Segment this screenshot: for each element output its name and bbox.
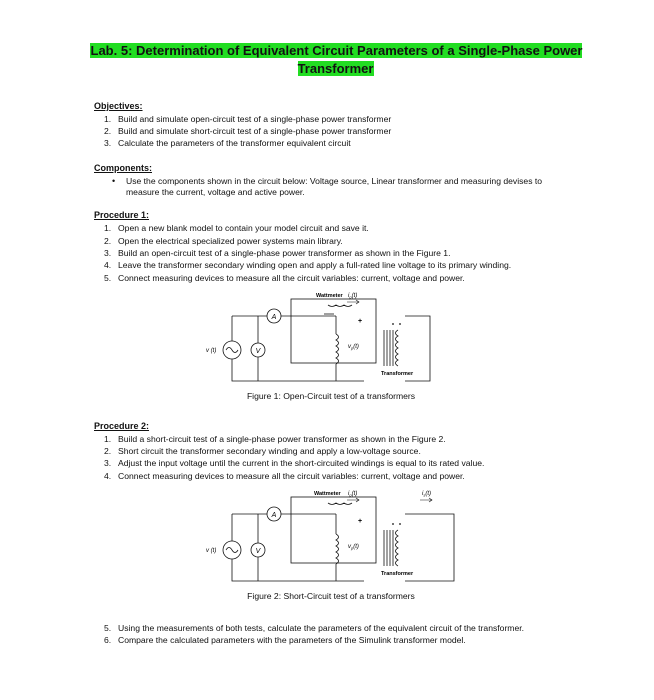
item-text: Open the electrical specialized power systems main library.	[118, 235, 343, 246]
list-item	[104, 236, 568, 247]
source-label: v (t)	[206, 347, 217, 354]
primary-voltage-label: $v_p(t)$	[348, 543, 359, 551]
item-text: Open a new blank model to contain your model circuit and save it.	[118, 223, 369, 234]
item-text: Short circuit the transformer secondary winding and apply a low-voltage source.	[118, 445, 421, 456]
item-number: 4.	[104, 470, 112, 481]
short-circuit-diagram	[94, 484, 568, 588]
figure-1-caption: Figure 1: Open-Circuit test of a transformers	[246, 391, 416, 402]
objectives-list	[94, 114, 568, 150]
bullet-icon: •	[112, 175, 116, 186]
list-item	[104, 434, 568, 445]
list-item	[104, 446, 568, 457]
objectives-section	[94, 101, 568, 150]
procedure1-section	[94, 210, 568, 284]
list-item	[104, 223, 568, 234]
item-number: 5.	[104, 272, 112, 283]
item-text: Build a short-circuit test of a single-phase power transformer as shown in the Figure 2.	[118, 433, 446, 444]
item-text: Adjust the input voltage until the current in the short-circuited windings is equal to its rated value.	[118, 458, 485, 469]
item-number: 2.	[104, 445, 112, 456]
transformer-label: Transformer	[381, 370, 414, 377]
components-section	[94, 163, 568, 199]
wattmeter-label: Wattmeter	[316, 292, 343, 299]
item-text: Build and simulate open-circuit test of a single-phase power transformer	[118, 113, 392, 124]
final-steps-list	[94, 623, 568, 647]
title-highlight: Lab. 5: Determination of Equivalent Circuit Parameters of a Single-Phase Power Transformer	[90, 43, 583, 77]
list-item	[104, 471, 568, 482]
primary-voltage-label: $v_p(t)$	[348, 343, 359, 351]
item-text: Calculate the parameters of the transformer equivalent circuit	[118, 138, 351, 149]
list-item	[104, 635, 568, 646]
item-text: Use the components shown in the circuit below: Voltage source, Linear transformer and measuring devises to measure the current, voltage and active power.	[126, 175, 543, 198]
plus-sign: +	[358, 517, 363, 525]
item-text: Connect measuring devices to measure all the circuit variables: current, voltage and power.	[118, 272, 465, 283]
list-item	[104, 260, 568, 271]
item-number: 6.	[104, 634, 112, 645]
procedure1-heading: Procedure 1:	[94, 210, 150, 221]
voltmeter-label: V	[255, 547, 261, 555]
item-number: 3.	[104, 458, 112, 469]
primary-current-label: $i_p(t)$	[348, 292, 358, 300]
item-text: Using the measurements of both tests, calculate the parameters of the equivalent circuit of the transformer.	[118, 622, 525, 633]
item-number: 3.	[104, 138, 112, 149]
secondary-coil	[396, 330, 399, 366]
list-item	[104, 273, 568, 284]
page-title	[88, 42, 584, 79]
list-item	[104, 114, 568, 125]
secondary-coil	[396, 530, 399, 566]
item-number: 1.	[104, 433, 112, 444]
item-text: Build and simulate short-circuit test of a single-phase power transformer	[118, 126, 392, 137]
item-text: Compare the calculated parameters with the parameters of the Simulink transformer model.	[118, 634, 466, 645]
wattmeter-box	[291, 299, 376, 363]
final-steps-section	[94, 623, 568, 647]
item-number: 5.	[104, 622, 112, 633]
item-number: 3.	[104, 247, 112, 258]
plus-sign: +	[358, 317, 363, 325]
transformer-label: Transformer	[381, 570, 414, 577]
primary-coil	[336, 534, 339, 564]
procedure2-list	[94, 434, 568, 482]
procedure2-heading: Procedure 2:	[94, 420, 150, 431]
list-item	[104, 126, 568, 137]
item-text: Connect measuring devices to measure all the circuit variables: current, voltage and power.	[118, 470, 465, 481]
voltmeter-label: V	[255, 347, 261, 355]
item-number: 2.	[104, 126, 112, 137]
item-number: 1.	[104, 113, 112, 124]
secondary-current-label: $i_s(t)$	[422, 490, 432, 498]
source-label: v (t)	[206, 547, 217, 554]
list-item	[106, 176, 568, 199]
item-number: 4.	[104, 260, 112, 271]
list-item	[104, 623, 568, 634]
list-item	[104, 248, 568, 259]
item-number: 2.	[104, 235, 112, 246]
figure-2-caption: Figure 2: Short-Circuit test of a transformers	[247, 591, 415, 602]
procedure1-list	[94, 223, 568, 284]
open-circuit-diagram	[94, 286, 568, 388]
figure-1	[94, 286, 568, 403]
list-item	[104, 458, 568, 469]
primary-current-label: $i_p(t)$	[348, 490, 358, 498]
primary-coil	[336, 334, 339, 364]
ammeter-label: A	[271, 511, 277, 519]
wattmeter-label: Wattmeter	[314, 490, 341, 497]
components-list	[94, 176, 568, 199]
ammeter-label: A	[271, 313, 277, 321]
figure-2	[94, 484, 568, 603]
objectives-heading: Objectives:	[94, 100, 143, 111]
procedure2-section	[94, 421, 568, 482]
item-text: Build an open-circuit test of a single-phase power transformer as shown in the Figure 1.	[118, 247, 451, 258]
item-number: 1.	[104, 223, 112, 234]
list-item	[104, 138, 568, 149]
item-text: Leave the transformer secondary winding open and apply a full-rated line voltage to its primary winding.	[118, 260, 512, 271]
components-heading: Components:	[94, 162, 152, 173]
